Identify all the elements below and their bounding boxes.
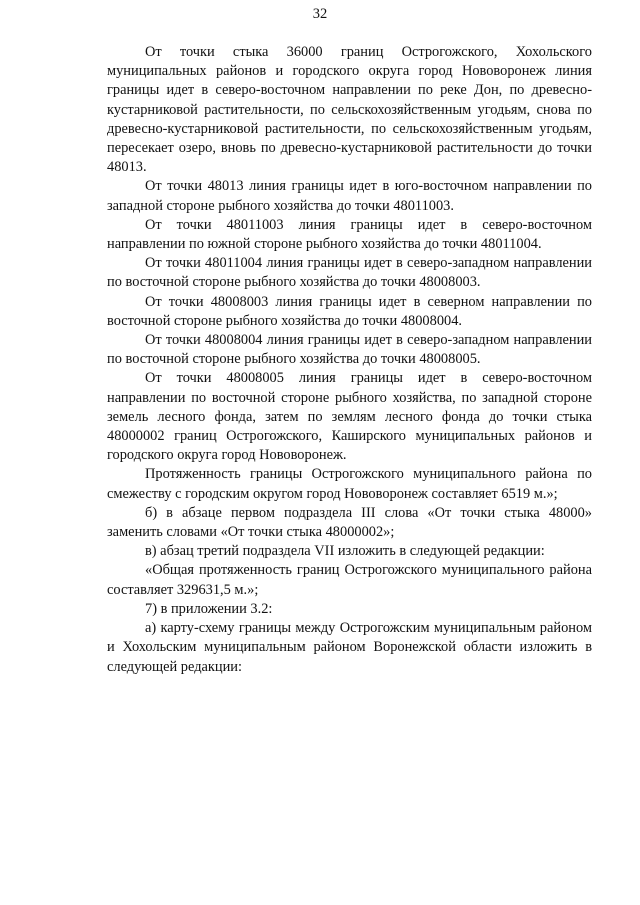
paragraph-item-b: б) в абзаце первом подраздела III слова «От точки стыка 48000» заменить словами «От точки стыка 48000002»; [107,504,592,541]
paragraph-total-length: «Общая протяженность границ Острогожского муниципального района составляет 329631,5 м.»; [107,562,592,598]
page-number: 32 [312,6,328,22]
paragraph-point-48011003: От точки 48011003 линия границы идет в северо-восточном направлении по южной стороне рыбного хозяйства до точки 48011004. [107,216,592,253]
paragraph-point-48008005: От точки 48008005 линия границы идет в северо-восточном направлении по восточной стороне рыбного хозяйства, по западной стороне земель лесного фонда, затем по землям лесного фонда до точки стыка 48000002 границ Острогожского, Каширского муниципальных районов и городского округа город Нововоронеж. [107,370,592,464]
paragraph-item-v: в) абзац третий подраздела VII изложить в следующей редакции: [145,543,545,560]
paragraph-point-48008003: От точки 48008003 линия границы идет в северном направлении по восточной стороне рыбного хозяйства до точки 48008004. [107,293,592,329]
document-body [107,43,592,677]
paragraph-point-48013: От точки 48013 линия границы идет в юго-восточном направлении по западной стороне рыбного хозяйства до точки 48011003. [107,178,592,214]
paragraph-point-48008004: От точки 48008004 линия границы идет в северо-западном направлении по восточной стороне рыбного хозяйства до точки 48008005. [107,332,592,368]
paragraph-point-48011004: От точки 48011004 линия границы идет в северо-западном направлении по восточной стороне рыбного хозяйства до точки 48008003. [107,255,592,291]
paragraph-boundary-length: Протяженность границы Острогожского муниципального района по смежеству с городским округом город Нововоронеж составляет 6519 м.»; [107,466,592,502]
paragraph-item-a: а) карту-схему границы между Острогожским муниципальным районом и Хохольским муниципальным районом Воронежской области изложить в следующей редакции: [107,620,592,675]
paragraph-boundary-start: От точки стыка 36000 границ Острогожского, Хохольского муниципальных районов и городского округа город Нововоронеж линия границы идет в северо-восточном направлении по реке Дон, по древесно-кустарниковой растительности, по сельскохозяйственным угодьям, снова по древесно-кустарниковой растительности, по сельскохозяйственным угодьям, пересекает озеро, вновь по древесно-кустарниковой растительности до точки 48013. [107,44,592,176]
paragraph-item-7: 7) в приложении 3.2: [145,600,273,617]
